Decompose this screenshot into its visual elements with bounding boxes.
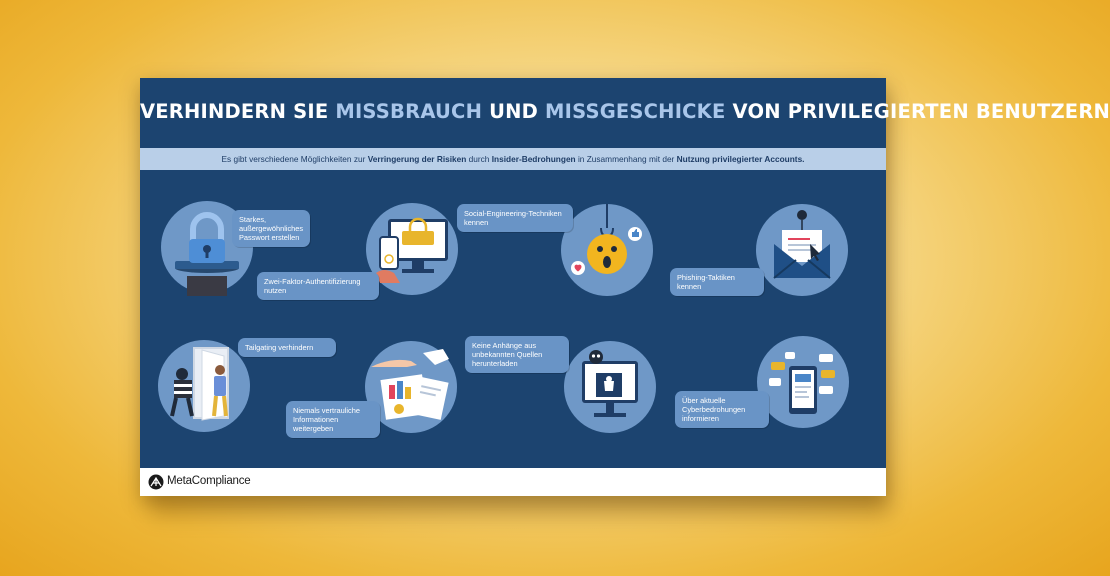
subtitle-band xyxy=(140,148,886,170)
tip-label-password: Starkes, außergewöhnliches Passwort erstellen xyxy=(239,215,304,242)
tip-bubble-two-factor xyxy=(257,272,379,300)
tip-label-attachments: Keine Anhänge aus unbekannten Quellen herunterladen xyxy=(472,341,543,368)
brand-name: MetaCompliance xyxy=(167,475,251,487)
tip-bubble-confidential xyxy=(286,401,380,438)
subtitle-bold-insider: Insider-Bedrohungen xyxy=(491,154,576,164)
tip-label-social-engineering: Social-Engineering-Techniken kennen xyxy=(464,209,562,227)
subtitle-text-2: durch xyxy=(466,154,492,164)
poster-title xyxy=(140,100,1110,123)
tip-bubble-password xyxy=(232,210,310,247)
subtitle-text-1: Es gibt verschiedene Möglichkeiten zur xyxy=(221,154,368,164)
tip-label-confidential: Niemals vertrauliche Informationen weitergeben xyxy=(293,406,360,433)
title-text-3: VON PRIVILEGIERTEN BENUTZERN xyxy=(725,100,1110,123)
computer-phone-icon xyxy=(366,203,458,295)
title-text-1: VERHINDERN SIE xyxy=(140,100,336,123)
tailgating-door-icon xyxy=(158,340,250,432)
hooked-face-icon xyxy=(561,204,653,296)
news-phone-icon xyxy=(757,336,849,428)
social-engineering-circle xyxy=(561,204,653,296)
attachments-circle xyxy=(564,341,656,433)
tip-label-news: Über aktuelle Cyberbedrohungen informieren xyxy=(682,396,746,423)
phishing-envelope-icon xyxy=(756,204,848,296)
news-circle xyxy=(757,336,849,428)
phishing-circle xyxy=(756,204,848,296)
title-highlight-misuse: MISSBRAUCH xyxy=(335,100,483,123)
metacompliance-logo-icon xyxy=(148,474,164,490)
tip-bubble-attachments xyxy=(465,336,569,373)
subtitle-bold-accounts: Nutzung privilegierter Accounts. xyxy=(676,154,805,164)
title-highlight-mishaps: MISSGESCHICKE xyxy=(545,100,726,123)
tip-label-tailgating: Tailgating verhindern xyxy=(245,343,314,352)
tip-bubble-social-engineering xyxy=(457,204,573,232)
tip-bubble-phishing xyxy=(670,268,764,296)
subtitle-bold-risks: Verringerung der Risiken xyxy=(367,154,467,164)
tailgating-circle xyxy=(158,340,250,432)
tip-bubble-news xyxy=(675,391,769,428)
tip-label-phishing: Phishing-Taktiken kennen xyxy=(677,273,735,291)
two-factor-circle xyxy=(366,203,458,295)
infographic-poster xyxy=(140,78,1110,496)
subtitle-text-3: in Zusammenhang mit der xyxy=(575,154,677,164)
tip-bubble-tailgating xyxy=(238,338,336,357)
tip-label-two-factor: Zwei-Faktor-Authentifizierung nutzen xyxy=(264,277,361,295)
poster-footer xyxy=(140,468,886,496)
malicious-attachment-icon xyxy=(564,341,656,433)
title-text-2: UND xyxy=(482,100,546,123)
